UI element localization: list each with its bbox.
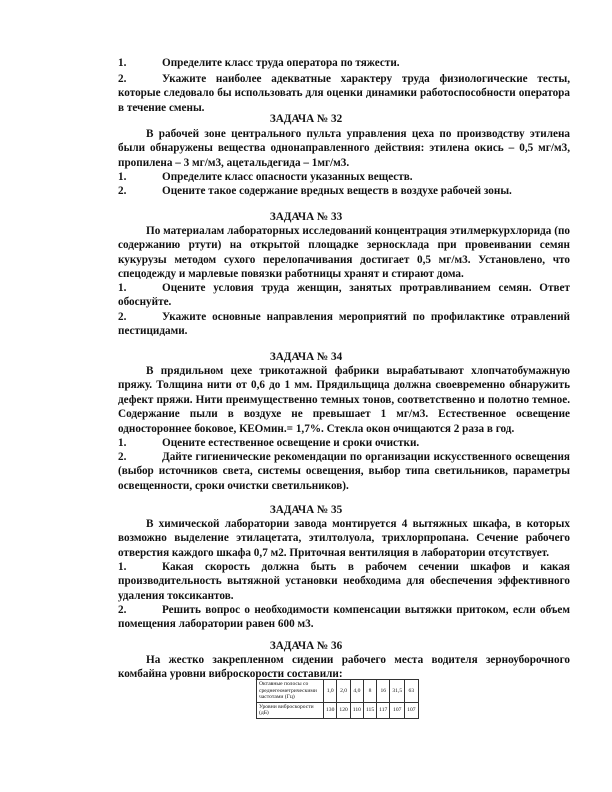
task-34-title: ЗАДАЧА № 34 bbox=[269, 351, 343, 363]
table-cell: 115 bbox=[363, 702, 376, 718]
table-row-header: Октавные полосы со среднегеометрическими частотами (Гц) bbox=[257, 680, 324, 703]
item-number: 2. bbox=[118, 604, 127, 616]
item-text: Решить вопрос о необходимости компенсации вытяжки притоком, если объем помещения лаборатории равен 600 м3. bbox=[118, 604, 570, 631]
intro-item-1 bbox=[118, 56, 570, 70]
task-33-item-1 bbox=[118, 281, 570, 310]
table-cell: 120 bbox=[337, 702, 350, 718]
task-32-body: В рабочей зоне центрального пульта управления цеха по производству этилена были обнаружены вещества однонаправленного действия: этилена окись – 0,5 мг/м3, пропилена – 3 мг/м3, ацетальдегида – 1мг/м3. bbox=[118, 128, 570, 169]
item-number: 1. bbox=[118, 171, 127, 183]
item-number: 2. bbox=[118, 311, 127, 323]
task-32-item-1 bbox=[118, 170, 570, 184]
task-35-title: ЗАДАЧА № 35 bbox=[269, 504, 343, 516]
table-cell: 16 bbox=[377, 680, 390, 703]
item-number: 1. bbox=[118, 282, 127, 294]
task-33-title: ЗАДАЧА № 33 bbox=[269, 211, 343, 223]
item-text: Определите класс труда оператора по тяжести. bbox=[162, 57, 400, 69]
item-text: Дайте гигиенические рекомендации по организации искусственного освещения (выбор источников света, системы освещения, выбор типа светильников, параметры освещенности, сроки очистки светильников). bbox=[118, 451, 570, 492]
item-number: 2. bbox=[118, 451, 127, 463]
item-number: 2. bbox=[118, 185, 127, 197]
task-36-title: ЗАДАЧА № 36 bbox=[269, 640, 343, 652]
table-cell: 63 bbox=[405, 680, 418, 703]
task-33-body: По материалам лабораторных исследований концентрация этилмеркурхлорида (по содержанию ртути) на открытой площадке зерносклада при провеивании семян кукурузы методом сухого перелопачивания достигает 0,5 мг/м3. Установлено, что спецодежду и марлевые повязки работницы хранят и стирают дома. bbox=[118, 225, 570, 281]
item-text: Определите класс опасности указанных веществ. bbox=[162, 171, 413, 183]
item-number: 1. bbox=[118, 437, 127, 449]
table-row bbox=[257, 702, 419, 718]
item-number: 1. bbox=[118, 57, 127, 69]
task-34-body: В прядильном цехе трикотажной фабрики вырабатывают хлопчатобумажную пряжу. Толщина нити от 0,6 до 1 мм. Прядильщица должна своевременно обнаружить дефект пряжи. Нити преимущественно темных тонов, соответственно и полотно темное. Содержание пыли в воздухе не превышает 1 мг/м3. Естественное освещение одностороннее боковое, КЕОмин.= 1,7%. Стекла окон очищаются 2 раза в год. bbox=[118, 365, 570, 435]
task-33-item-2 bbox=[118, 310, 570, 339]
table-cell: 31,5 bbox=[390, 680, 405, 703]
item-text: Оцените условия труда женщин, занятых протравливанием семян. Ответ обоснуйте. bbox=[118, 282, 570, 309]
item-text: Укажите наиболее адекватные характеру труда физиологические тесты, которые следовало бы использовать для оценки динамики работоспособности оператора в течение смены. bbox=[118, 73, 570, 114]
table-cell: 4,0 bbox=[350, 680, 363, 703]
vibration-table bbox=[256, 679, 419, 719]
task-32-title: ЗАДАЧА № 32 bbox=[269, 113, 343, 125]
task-35-item-2 bbox=[118, 603, 570, 632]
item-text: Укажите основные направления мероприятий по профилактике отравлений пестицидами. bbox=[118, 311, 570, 338]
task-35-body: В химической лаборатории завода монтируется 4 вытяжных шкафа, в которых возможно выделение этилацетата, этилтолуола, трихлорпропана. Сечение рабочего отверстия каждого шкафа 0,7 м2. Приточная вентиляция в лаборатории отсутствует. bbox=[118, 518, 570, 559]
task-34-item-1 bbox=[118, 436, 570, 450]
table-cell: 107 bbox=[405, 702, 418, 718]
task-36-body: На жестко закрепленном сидении рабочего места водителя зерноуборочного комбайна уровни виброскорости составили: bbox=[118, 654, 570, 681]
item-number: 2. bbox=[118, 73, 127, 85]
table-row-header: Уровни виброскорости (дБ) bbox=[257, 702, 324, 718]
task-32-item-2 bbox=[118, 184, 570, 198]
table-cell: 130 bbox=[324, 702, 337, 718]
table-cell: 1,0 bbox=[324, 680, 337, 703]
table-cell: 107 bbox=[390, 702, 405, 718]
intro-item-2 bbox=[118, 72, 570, 115]
item-text: Оцените такое содержание вредных веществ в воздухе рабочей зоны. bbox=[162, 185, 512, 197]
table-row bbox=[257, 680, 419, 703]
table-cell: 8 bbox=[363, 680, 376, 703]
task-34-item-2 bbox=[118, 450, 570, 493]
item-text: Какая скорость должна быть в рабочем сечении шкафов и какая производительность вытяжной установки необходима для обеспечения эффективного удаления токсикантов. bbox=[118, 561, 570, 602]
table-cell: 117 bbox=[377, 702, 390, 718]
item-text: Оцените естественное освещение и сроки очистки. bbox=[162, 437, 420, 449]
task-35-item-1 bbox=[118, 560, 570, 603]
table-cell: 2,0 bbox=[337, 680, 350, 703]
table-cell: 110 bbox=[350, 702, 363, 718]
item-number: 1. bbox=[118, 561, 127, 573]
